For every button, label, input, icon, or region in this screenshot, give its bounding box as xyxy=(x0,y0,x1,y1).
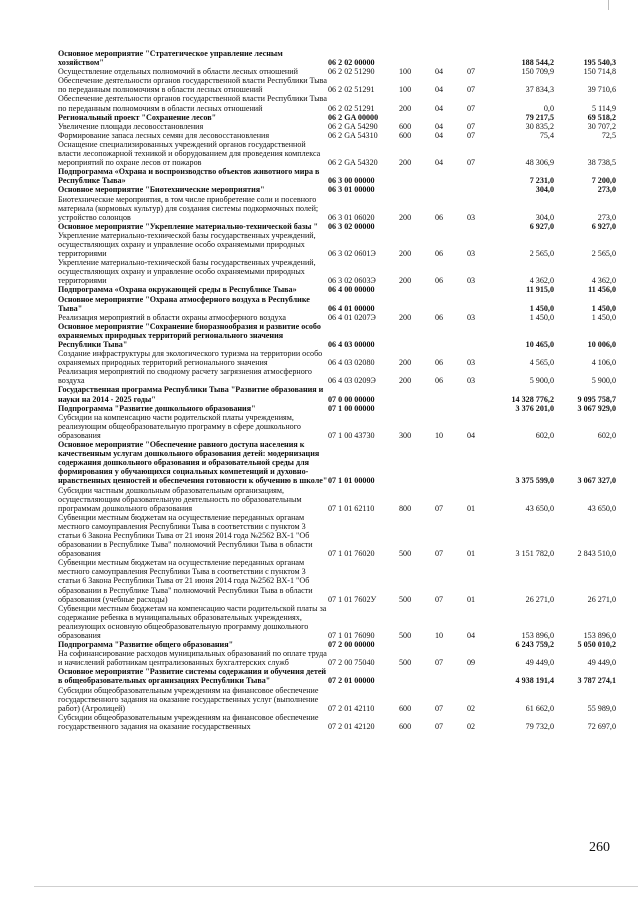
row-subsection: 04 xyxy=(466,631,476,640)
table-row xyxy=(58,231,616,258)
row-code: 06 2 02 51290 xyxy=(328,67,375,77)
row-name: Создание инфраструктуры для экологического туризма на территории особо охраняемых природных территорий регионального значения xyxy=(58,349,323,368)
row-amount-2: 1 450,0 xyxy=(591,303,616,313)
scan-edge-mark xyxy=(608,0,609,10)
row-section xyxy=(425,667,453,685)
row-code: 06 2 02 51291 xyxy=(328,85,375,95)
row-code: 06 2 02 00000 xyxy=(328,58,375,68)
row-section xyxy=(425,113,453,122)
table-row xyxy=(58,558,616,603)
row-name: Обеспечение деятельности органов государственной власти Республики Тыва по переданным полномочиям в области лесных отношений xyxy=(58,94,327,113)
row-name: Региональный проект "Сохранение лесов" xyxy=(58,112,217,122)
row-amount-2: 4 362,0 xyxy=(591,276,616,286)
row-expense-type xyxy=(399,404,425,413)
row-amount-1: 3 376 201,0 xyxy=(515,403,554,413)
row-amount-1: 304,0 xyxy=(535,212,554,222)
row-amount-1: 10 465,0 xyxy=(525,340,554,349)
row-section xyxy=(425,385,453,403)
row-section: 07 xyxy=(434,503,444,513)
row-section: 07 xyxy=(434,721,444,731)
row-subsection: 02 xyxy=(466,703,476,713)
row-code: 06 2 GA 54320 xyxy=(328,158,378,168)
row-amount-2: 3 067 929,0 xyxy=(577,403,616,413)
row-expense-type xyxy=(399,385,425,403)
row-code: 07 2 01 42120 xyxy=(328,721,375,731)
row-name: Подпрограмма "Развитие общего образования" xyxy=(58,640,234,650)
row-expense-type xyxy=(399,185,425,194)
table-row xyxy=(58,385,616,403)
row-code: 06 2 02 51291 xyxy=(328,103,375,113)
row-expense-type xyxy=(399,667,425,685)
row-expense-type xyxy=(399,295,425,313)
row-section: 04 xyxy=(434,158,444,168)
row-code: 06 4 03 00000 xyxy=(328,340,375,349)
row-amount-1: 150 709,9 xyxy=(521,67,554,77)
row-amount-1: 1 450,0 xyxy=(529,303,554,313)
row-code: 07 2 01 42110 xyxy=(328,703,375,713)
row-name: Реализация мероприятий по сводному расчету загрязнения атмосферного воздуха xyxy=(58,367,312,386)
table-row xyxy=(58,195,616,222)
row-section: 04 xyxy=(434,121,444,131)
row-amount-1: 79 217,5 xyxy=(525,112,554,122)
row-amount-2: 2 565,0 xyxy=(591,249,616,259)
row-amount-1: 0,0 xyxy=(543,103,554,113)
row-section xyxy=(425,295,453,313)
row-name: Основное мероприятие "Охрана атмосферного воздуха в Республике Тыва" xyxy=(58,294,310,313)
table-row xyxy=(58,285,616,294)
row-section: 07 xyxy=(434,549,444,559)
row-subsection xyxy=(453,285,489,294)
row-subsection: 09 xyxy=(466,658,476,668)
table-row xyxy=(58,486,616,513)
row-section xyxy=(425,285,453,294)
row-expense-type xyxy=(399,322,425,349)
row-code: 07 1 00 43730 xyxy=(328,430,375,440)
row-name: Укрепление материально-технической базы государственных учреждений, осуществляющих охрану и управление особо охраняемыми природных территориями xyxy=(58,230,316,259)
row-code: 07 1 01 00000 xyxy=(328,476,375,486)
table-row xyxy=(58,349,616,367)
row-amount-2: 195 540,3 xyxy=(583,58,616,68)
row-name: Субвенции местным бюджетам на осуществление переданных органам местного самоуправления Республики Тыва в соответствии с пунктом 3 статьи 6 Закона Республики Тыва от 21 июня 2014 года №2562 ВХ-1 "Об образовании в Республике Тыва" полномочий Республики Тыва в области образования xyxy=(58,512,313,559)
row-subsection: 03 xyxy=(466,312,476,322)
row-name: Субвенции местным бюджетам на компенсацию части родительской платы за содержание ребенка в муниципальных образовательных учреждениях, реализующих основную общеобразовательную программу дошкольного образования xyxy=(58,603,327,640)
row-expense-type: 500 xyxy=(399,594,412,604)
table-row xyxy=(58,640,616,649)
row-subsection xyxy=(453,640,489,649)
row-expense-type: 100 xyxy=(399,85,412,95)
row-code: 07 1 01 76020 xyxy=(328,549,375,559)
row-name: На софинансирование расходов муниципальных образований по оплате труда и начислений работникам централизованных бухгалтерских служб xyxy=(58,649,327,668)
row-code: 06 4 00 00000 xyxy=(328,285,375,295)
row-subsection xyxy=(453,185,489,194)
row-expense-type: 200 xyxy=(399,212,412,222)
row-name: Государственная программа Республики Тыва "Развитие образования и науки на 2014 - 2025 годы" xyxy=(58,385,324,404)
row-code: 07 2 00 00000 xyxy=(328,640,375,650)
row-subsection: 07 xyxy=(466,121,476,131)
row-code: 07 1 01 76090 xyxy=(328,631,375,640)
row-amount-2: 6 927,0 xyxy=(591,221,616,231)
row-name: Субсидии общеобразовательным учреждениям на финансовое обеспечение государственного задания на оказание государственных xyxy=(58,712,319,731)
row-section xyxy=(425,640,453,649)
row-amount-1: 11 915,0 xyxy=(526,285,554,295)
row-code: 07 2 01 00000 xyxy=(328,676,375,686)
row-section: 04 xyxy=(434,103,444,113)
row-amount-2: 72 697,0 xyxy=(587,721,616,731)
table-row xyxy=(58,49,616,67)
row-name: Основное мероприятие "Стратегическое управление лесным хозяйством" xyxy=(58,49,283,68)
row-section xyxy=(425,404,453,413)
row-amount-2: 5 050 010,2 xyxy=(577,640,616,650)
table-row xyxy=(58,322,616,349)
table-row xyxy=(58,667,616,685)
row-amount-1: 153 896,0 xyxy=(521,631,554,640)
row-code: 06 3 02 0603Э xyxy=(328,276,376,286)
row-amount-2: 38 738,5 xyxy=(587,158,616,168)
row-expense-type: 200 xyxy=(399,158,412,168)
row-subsection xyxy=(453,49,489,67)
row-expense-type: 500 xyxy=(399,549,412,559)
row-expense-type: 200 xyxy=(399,376,412,386)
row-expense-type xyxy=(399,222,425,231)
row-expense-type xyxy=(399,640,425,649)
row-section: 06 xyxy=(434,376,444,386)
row-subsection: 02 xyxy=(466,721,476,731)
row-section: 06 xyxy=(434,249,444,259)
row-code: 07 1 01 62110 xyxy=(328,503,375,513)
row-code: 06 3 02 00000 xyxy=(328,221,375,231)
row-expense-type xyxy=(399,440,425,485)
table-row xyxy=(58,295,616,313)
table-row xyxy=(58,94,616,112)
row-expense-type: 600 xyxy=(399,703,412,713)
row-subsection: 03 xyxy=(466,376,476,386)
table-row xyxy=(58,713,616,731)
row-subsection xyxy=(453,404,489,413)
row-name: Оснащение специализированных учреждений органов государственной власти лесопожарной техникой и оборудованием для проведения комплекса мероприятий по охране лесов от пожаров xyxy=(58,139,321,168)
row-amount-1: 6 243 759,2 xyxy=(515,640,554,650)
row-amount-2: 9 095 758,7 xyxy=(577,394,616,404)
row-subsection: 07 xyxy=(466,103,476,113)
row-amount-1: 188 544,2 xyxy=(521,58,554,68)
row-subsection: 07 xyxy=(466,158,476,168)
row-code: 07 0 00 00000 xyxy=(328,394,375,404)
row-amount-1: 61 662,0 xyxy=(525,703,554,713)
row-name: Субсидии на компенсацию части родительской платы учреждениям, реализующим общеобразовательную программу в сфере дошкольного образования xyxy=(58,412,301,440)
table-row xyxy=(58,222,616,231)
row-section: 07 xyxy=(434,703,444,713)
row-subsection: 03 xyxy=(466,249,476,259)
row-name: Подпрограмма «Охрана окружающей среды в Республике Тыва» xyxy=(58,285,297,295)
row-code: 07 1 00 00000 xyxy=(328,403,375,413)
row-amount-1: 30 835,2 xyxy=(525,121,554,131)
row-section: 04 xyxy=(434,67,444,77)
row-amount-1: 4 565,0 xyxy=(529,358,554,368)
row-section: 07 xyxy=(434,658,444,668)
row-amount-2: 11 456,0 xyxy=(588,285,616,295)
row-section: 06 xyxy=(434,276,444,286)
row-subsection xyxy=(453,167,489,185)
row-amount-2: 10 006,0 xyxy=(587,340,616,349)
row-name: Осуществление отдельных полномочий в области лесных отношений xyxy=(58,67,298,77)
table-row xyxy=(58,167,616,185)
row-amount-2: 30 707,2 xyxy=(587,121,616,131)
row-amount-1: 4 362,0 xyxy=(529,276,554,286)
row-amount-1: 4 938 191,4 xyxy=(515,676,554,686)
table-row xyxy=(58,413,616,440)
row-subsection: 04 xyxy=(466,430,476,440)
row-name: Биотехнические мероприятия, в том числе приобретение соли и посевного материала (кормовых культур) для создания системы подкормочных полей; устройство солонцов xyxy=(58,194,319,222)
row-section: 10 xyxy=(434,430,444,440)
row-expense-type: 600 xyxy=(399,721,412,731)
row-subsection: 01 xyxy=(466,594,476,604)
row-section: 06 xyxy=(434,312,444,322)
row-section: 07 xyxy=(434,594,444,604)
row-subsection xyxy=(453,440,489,485)
row-subsection: 07 xyxy=(466,130,476,140)
row-name: Субсидии общеобразовательным учреждениям на финансовое обеспечение государственного задания на оказание государственных услуг (выполнение работ) (Агролицей) xyxy=(58,685,319,713)
row-amount-2: 3 067 327,0 xyxy=(577,476,616,486)
row-amount-2: 4 106,0 xyxy=(591,358,616,368)
row-amount-2: 273,0 xyxy=(597,212,616,222)
row-expense-type: 500 xyxy=(399,658,412,668)
row-subsection xyxy=(453,295,489,313)
row-code: 07 1 01 7602У xyxy=(328,594,377,604)
row-code: 06 3 01 06020 xyxy=(328,212,375,222)
table-row xyxy=(58,513,616,558)
row-expense-type: 600 xyxy=(399,121,412,131)
row-expense-type: 200 xyxy=(399,249,412,259)
table-row xyxy=(58,440,616,485)
row-amount-1: 26 271,0 xyxy=(525,594,554,604)
row-amount-2: 1 450,0 xyxy=(591,312,616,322)
row-expense-type: 100 xyxy=(399,67,412,77)
table-row xyxy=(58,649,616,667)
table-row xyxy=(58,258,616,285)
row-amount-2: 55 989,0 xyxy=(587,703,616,713)
row-name: Основное мероприятие "Биотехнические мероприятия" xyxy=(58,185,265,195)
page-number: 260 xyxy=(589,840,610,855)
budget-table xyxy=(58,49,616,731)
row-name: Субсидии частным дошкольным образовательным организациям, осуществляющим образовательную деятельность по образовательным программам дошкольного образования xyxy=(58,485,302,513)
row-expense-type: 200 xyxy=(399,358,412,368)
row-section xyxy=(425,49,453,67)
row-subsection: 03 xyxy=(466,276,476,286)
row-name: Основное мероприятие "Обеспечение равного доступа населения к качественным услугам дошкольного образования детей: модернизация содержания дошкольного образования и образовательной среды для формирования у обучающихся социальных компетенций и духовно-нравственных ценностей и обеспечения готовности к обучению в школе" xyxy=(58,440,328,486)
table-row xyxy=(58,67,616,76)
row-amount-2: 69 518,2 xyxy=(587,112,616,122)
row-subsection xyxy=(453,667,489,685)
row-name: Формирование запаса лесных семян для лесовосстановления xyxy=(58,130,270,140)
row-amount-1: 49 449,0 xyxy=(525,658,554,668)
row-name: Субвенции местным бюджетам на осуществление переданных органам местного самоуправления Республики Тыва в соответствии с пунктом 3 статьи 6 Закона Республики Тыва от 21 июня 2014 года №2562 ВХ-1 "Об образовании в Республике Тыва" полномочий Республики Тыва в области образования (учебные расходы) xyxy=(58,558,313,604)
table-row xyxy=(58,404,616,413)
row-section xyxy=(425,322,453,349)
row-subsection: 03 xyxy=(466,358,476,368)
row-amount-1: 602,0 xyxy=(535,430,554,440)
row-code: 06 3 00 00000 xyxy=(328,176,375,186)
row-name: Подпрограмма "Развитие дошкольного образования" xyxy=(58,403,256,413)
scan-edge-line xyxy=(34,886,638,887)
row-name: Увеличение площади лесовосстановления xyxy=(58,121,204,131)
row-amount-1: 14 328 776,2 xyxy=(511,394,554,404)
row-expense-type: 800 xyxy=(399,503,412,513)
row-amount-1: 1 450,0 xyxy=(529,312,554,322)
row-expense-type: 200 xyxy=(399,276,412,286)
table-row xyxy=(58,76,616,94)
row-section: 10 xyxy=(434,631,444,640)
table-row xyxy=(58,313,616,322)
row-expense-type xyxy=(399,285,425,294)
row-code: 07 2 00 75040 xyxy=(328,658,375,668)
row-amount-1: 7 231,0 xyxy=(529,176,554,186)
table-row xyxy=(58,131,616,140)
row-expense-type: 300 xyxy=(399,430,412,440)
row-code: 06 4 01 0207Э xyxy=(328,312,376,322)
row-amount-1: 79 732,0 xyxy=(525,721,554,731)
row-amount-2: 273,0 xyxy=(597,185,616,195)
row-amount-1: 6 927,0 xyxy=(529,221,554,231)
row-name: Основное мероприятие "Укрепление материально-технической базы " xyxy=(58,221,318,231)
row-section xyxy=(425,222,453,231)
row-amount-1: 37 834,3 xyxy=(525,85,554,95)
row-subsection: 07 xyxy=(466,67,476,77)
row-amount-1: 75,4 xyxy=(539,130,554,140)
row-name: Обеспечение деятельности органов государственной власти Республики Тыва по переданным полномочиям в области лесных отношений xyxy=(58,76,327,95)
row-subsection: 03 xyxy=(466,212,476,222)
row-amount-1: 2 565,0 xyxy=(529,249,554,259)
row-amount-2: 72,5 xyxy=(601,130,616,140)
row-subsection: 01 xyxy=(466,503,476,513)
row-code: 06 2 GA 00000 xyxy=(328,112,379,122)
row-code: 06 4 03 0209Э xyxy=(328,376,376,386)
row-amount-2: 153 896,0 xyxy=(583,631,616,640)
row-amount-1: 43 650,0 xyxy=(525,503,554,513)
row-amount-2: 39 710,6 xyxy=(587,85,616,95)
row-amount-2: 3 787 274,1 xyxy=(577,676,616,686)
row-section xyxy=(425,440,453,485)
row-name: Основное мероприятие "Сохранение биоразнообразия и развитие особо охраняемых природных территорий регионального значения Республики Тыва" xyxy=(58,321,321,349)
row-subsection xyxy=(453,322,489,349)
row-subsection xyxy=(453,222,489,231)
row-amount-2: 26 271,0 xyxy=(587,594,616,604)
row-expense-type: 600 xyxy=(399,130,412,140)
row-amount-2: 43 650,0 xyxy=(587,503,616,513)
row-amount-2: 5 900,0 xyxy=(591,376,616,386)
row-expense-type xyxy=(399,167,425,185)
row-code: 06 3 02 0601Э xyxy=(328,249,376,259)
row-amount-2: 5 114,9 xyxy=(592,103,616,113)
row-amount-2: 2 843 510,0 xyxy=(577,549,616,559)
row-expense-type: 200 xyxy=(399,103,412,113)
row-section: 04 xyxy=(434,130,444,140)
row-section: 04 xyxy=(434,85,444,95)
row-subsection: 07 xyxy=(466,85,476,95)
table-row xyxy=(58,604,616,640)
row-name: Укрепление материально-технической базы государственных учреждений, осуществляющих охрану и управление особо охраняемыми природных территориями xyxy=(58,258,316,286)
row-amount-1: 304,0 xyxy=(535,185,554,195)
row-code: 06 4 03 02080 xyxy=(328,358,375,368)
row-amount-2: 49 449,0 xyxy=(587,658,616,668)
table-row xyxy=(58,367,616,385)
row-amount-1: 48 306,9 xyxy=(525,158,554,168)
row-name: Реализация мероприятий в области охраны атмосферного воздуха xyxy=(58,312,287,322)
row-subsection xyxy=(453,113,489,122)
row-code: 06 2 GA 54310 xyxy=(328,130,378,140)
row-subsection: 01 xyxy=(466,549,476,559)
row-code: 06 2 GA 54290 xyxy=(328,121,378,131)
row-code: 06 4 01 00000 xyxy=(328,303,375,313)
row-amount-1: 3 375 599,0 xyxy=(515,476,554,486)
row-expense-type xyxy=(399,49,425,67)
row-expense-type: 200 xyxy=(399,312,412,322)
row-amount-2: 7 200,0 xyxy=(591,176,616,186)
row-amount-2: 602,0 xyxy=(597,430,616,440)
row-expense-type xyxy=(399,113,425,122)
row-section: 06 xyxy=(434,212,444,222)
row-subsection xyxy=(453,385,489,403)
row-amount-2: 150 714,8 xyxy=(583,67,616,77)
row-amount-1: 5 900,0 xyxy=(529,376,554,386)
table-row xyxy=(58,113,616,122)
table-row xyxy=(58,185,616,194)
table-row xyxy=(58,122,616,131)
table-row xyxy=(58,686,616,713)
row-section: 06 xyxy=(434,358,444,368)
row-name: Основное мероприятие "Развитие системы содержания и обучения детей в общеобразовательных организациях Республики Тыва" xyxy=(58,667,327,686)
row-section xyxy=(425,185,453,194)
row-name: Подпрограмма «Охрана и воспроизводство объектов животного мира в Республике Тыва» xyxy=(58,167,320,186)
row-expense-type: 500 xyxy=(399,631,412,640)
budget-table-body xyxy=(58,49,616,731)
row-amount-1: 3 151 782,0 xyxy=(515,549,554,559)
table-row xyxy=(58,140,616,167)
row-section xyxy=(425,167,453,185)
row-code: 06 3 01 00000 xyxy=(328,185,375,195)
